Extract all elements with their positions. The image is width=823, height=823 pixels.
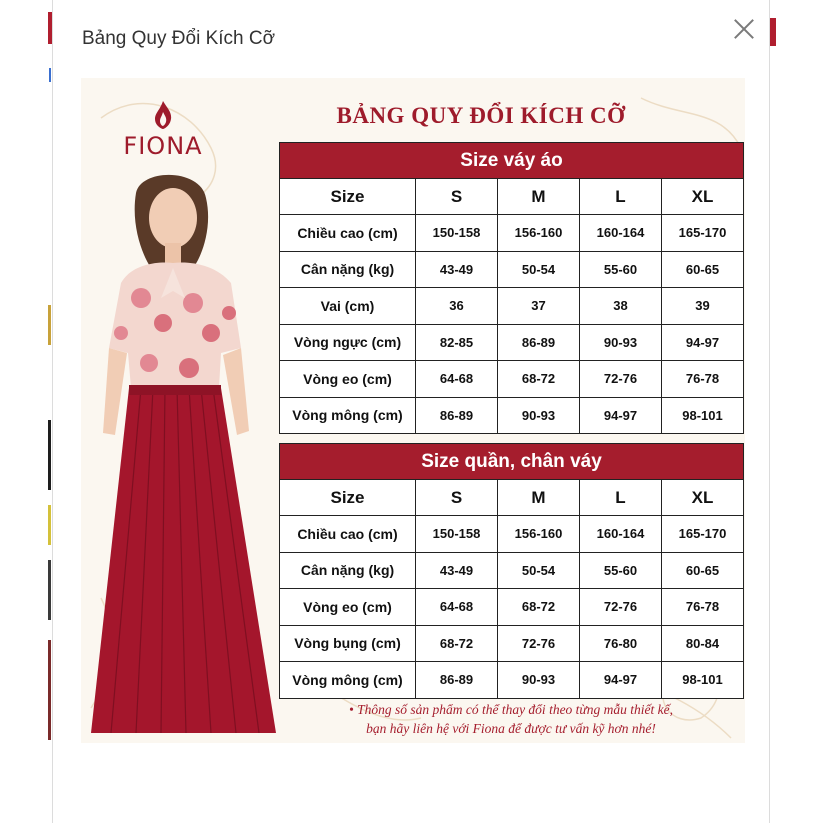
size-chart-modal — [52, 0, 770, 823]
background-accent — [48, 640, 51, 740]
table-row — [280, 552, 744, 589]
table-cell: 72-76 — [580, 589, 662, 626]
column-header: L — [580, 480, 662, 516]
size-note — [311, 700, 711, 738]
table-cell: 156-160 — [498, 516, 580, 553]
column-header: M — [498, 480, 580, 516]
table-cell: 160-164 — [580, 215, 662, 252]
table-cell: 43-49 — [416, 251, 498, 288]
table-cell: 86-89 — [498, 324, 580, 361]
table-cell: 165-170 — [662, 215, 744, 252]
table-cell: 50-54 — [498, 251, 580, 288]
table-cell: 160-164 — [580, 516, 662, 553]
background-accent — [48, 305, 51, 345]
note-line: bạn hãy liên hệ với Fiona để được tư vấn kỹ hơn nhé! — [366, 721, 656, 736]
close-icon[interactable] — [731, 16, 757, 42]
row-label: Vòng eo (cm) — [280, 589, 416, 626]
table-cell: 90-93 — [498, 397, 580, 434]
row-label: Chiều cao (cm) — [280, 516, 416, 553]
column-header: L — [580, 179, 662, 215]
table-cell: 39 — [662, 288, 744, 325]
row-label: Vòng mông (cm) — [280, 662, 416, 699]
table-cell: 36 — [416, 288, 498, 325]
column-header: Size — [280, 480, 416, 516]
column-header: S — [416, 480, 498, 516]
table-row — [280, 361, 744, 398]
table-cell: 76-78 — [662, 361, 744, 398]
table-cell: 64-68 — [416, 589, 498, 626]
flame-icon — [152, 100, 174, 130]
background-accent — [48, 420, 51, 490]
table-cell: 43-49 — [416, 552, 498, 589]
chart-heading: BẢNG QUY ĐỔI KÍCH CỠ — [336, 103, 626, 128]
column-header: XL — [662, 480, 744, 516]
table-cell: 82-85 — [416, 324, 498, 361]
table-cell: 94-97 — [580, 397, 662, 434]
table-cell: 94-97 — [662, 324, 744, 361]
table-cell: 98-101 — [662, 662, 744, 699]
table-row — [280, 662, 744, 699]
row-label: Vòng ngực (cm) — [280, 324, 416, 361]
table-cell: 94-97 — [580, 662, 662, 699]
table-cell: 55-60 — [580, 552, 662, 589]
table-cell: 90-93 — [580, 324, 662, 361]
column-header: Size — [280, 179, 416, 215]
table-cell: 150-158 — [416, 215, 498, 252]
brand-name: FIONA — [123, 132, 203, 160]
table-cell: 60-65 — [662, 552, 744, 589]
table-cell: 80-84 — [662, 625, 744, 662]
table-cell: 68-72 — [416, 625, 498, 662]
table-row — [280, 251, 744, 288]
background-accent — [49, 68, 51, 82]
table-cell: 86-89 — [416, 397, 498, 434]
table-cell: 50-54 — [498, 552, 580, 589]
table-cell: 60-65 — [662, 251, 744, 288]
table-row — [280, 397, 744, 434]
size-table-pants-skirt — [279, 443, 744, 699]
table-cell: 90-93 — [498, 662, 580, 699]
column-header: S — [416, 179, 498, 215]
table-header-row — [280, 480, 744, 516]
table-row — [280, 516, 744, 553]
brand-logo — [113, 100, 213, 160]
table-cell: 38 — [580, 288, 662, 325]
row-label: Chiều cao (cm) — [280, 215, 416, 252]
table-cell: 68-72 — [498, 589, 580, 626]
table-cell: 72-76 — [498, 625, 580, 662]
model-photo — [81, 173, 281, 733]
row-label: Cân nặng (kg) — [280, 251, 416, 288]
table-cell: 156-160 — [498, 215, 580, 252]
table-cell: 72-76 — [580, 361, 662, 398]
table-row — [280, 625, 744, 662]
table-caption: Size quần, chân váy — [280, 444, 744, 480]
table-cell: 150-158 — [416, 516, 498, 553]
background-accent — [48, 560, 51, 620]
table-cell: 68-72 — [498, 361, 580, 398]
note-line: • Thông số sản phẩm có thể thay đổi theo từng mẫu thiết kế, — [348, 702, 674, 717]
row-label: Vai (cm) — [280, 288, 416, 325]
table-cell: 37 — [498, 288, 580, 325]
table-cell: 64-68 — [416, 361, 498, 398]
table-cell: 86-89 — [416, 662, 498, 699]
table-row — [280, 589, 744, 626]
row-label: Vòng eo (cm) — [280, 361, 416, 398]
column-header: M — [498, 179, 580, 215]
background-accent — [48, 505, 51, 545]
table-cell: 76-80 — [580, 625, 662, 662]
row-label: Cân nặng (kg) — [280, 552, 416, 589]
table-cell: 165-170 — [662, 516, 744, 553]
modal-title: Bảng Quy Đổi Kích Cỡ — [82, 28, 276, 49]
row-label: Vòng bụng (cm) — [280, 625, 416, 662]
size-chart-image — [81, 78, 745, 743]
table-row — [280, 215, 744, 252]
table-cell: 76-78 — [662, 589, 744, 626]
table-cell: 98-101 — [662, 397, 744, 434]
row-label: Vòng mông (cm) — [280, 397, 416, 434]
table-row — [280, 288, 744, 325]
table-header-row — [280, 179, 744, 215]
table-row — [280, 324, 744, 361]
column-header: XL — [662, 179, 744, 215]
table-cell: 55-60 — [580, 251, 662, 288]
background-accent — [770, 18, 776, 46]
table-caption: Size váy áo — [280, 143, 744, 179]
size-table-dress-top — [279, 142, 744, 434]
